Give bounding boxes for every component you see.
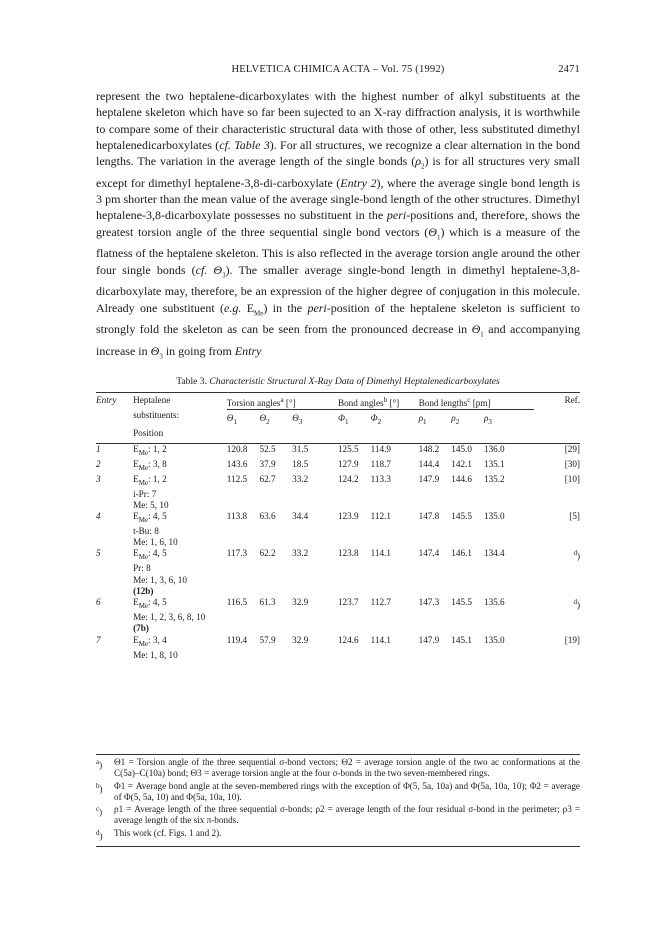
cell-t2: 61.3 bbox=[259, 597, 276, 608]
cell-r1: 147.9 bbox=[418, 634, 440, 645]
substituent-line: Pr: 8 bbox=[133, 563, 151, 574]
body-paragraph: represent the two heptalene-dicarboxylates with the highest number of alkyl substituents at the heptalene skeleton which have so far been sujected to an X-ray diffraction analysis, it is worthwhile to compare some of their characteristic structural data with those of other, less substituted dimethyl heptalenedicarboxylates (cf. Table 3). For all structures, we recognize a clear alternation in the bond lengths. The variation in the average length of the single bonds $(\rho_2)$ is for all structures very small except for dimethyl heptalene-3,8-di-carboxylate (Entry 2), where the average single bond length is 3 pm shorter than the mean value of the average single-bond length of the other structures. Dimethyl heptalene-3,8-dicarboxylate possesses no substituent in the peri-positions and, therefore, shows the greatest torsion angle of the three sequential single bond vectors $(\Theta_1)$ which is a measure of the flatness of the heptalene skeleton. This is also reflected in the average torsion angle around the other four single bonds (cf. $\Theta_3$). The smaller average single-bond length in dimethyl heptalene-3,8-dicarboxylate may, therefore, be an expression of the higher degree of conjugation in this molecule. Already one substituent (e.g. $E_{Me}$) in the peri-position of the heptalene skeleton is sufficient to strongly fold the skeleton as can be seen from the pronounced decrease in $\Theta_1$ and accompanying increase in $\Theta_3$ in going from Entry bbox=[96, 89, 581, 361]
cell-substituents: $E_{Me}$: 4, 5 Me: 1, 2, 3, 6, 8, 10 (7b) bbox=[133, 597, 227, 634]
cell-ref: $^d$) bbox=[573, 549, 580, 562]
footnote-a: $^a$) Θ1 = Torsion angle of the three sequential σ-bond vectors; Θ2 = average torsion angle of the two ac conformations at the C(5a)–C(10a) bond; Θ3 = average torsion angle at the four σ-bonds in the two seven-membered rings. bbox=[96, 757, 580, 779]
col-ref: Ref. bbox=[534, 393, 580, 410]
cell-t1: 116.5 bbox=[226, 597, 248, 608]
footnote-d: $^d$) This work (cf. Figs. 1 and 2). bbox=[96, 827, 222, 841]
cell-r3: 136.0 bbox=[483, 443, 505, 454]
cell-r3: 135.0 bbox=[483, 511, 505, 521]
cell-t3: 32.9 bbox=[292, 634, 309, 645]
footnote-b: $^b$) Φ1 = Average bond angle at the seven-membered rings with the exception of Φ(5, 5a, 10a) and Φ(5a, 10a, 10); Φ2 = average of Φ(5, 5a, 10) and Φ(5a, 10a, 10). bbox=[96, 780, 580, 802]
table-caption-title: Characteristic Structural X-Ray Data of Dimethyl Heptalenedicarboxylates bbox=[209, 376, 500, 387]
col-torsion: Torsion angles$^a$ [°] bbox=[227, 393, 338, 410]
table-row bbox=[96, 635, 580, 661]
cell-substituents: $E_{Me}$: 3, 4 Me: 1, 8, 10 bbox=[133, 635, 227, 661]
cell-r2: 145.0 bbox=[451, 443, 472, 454]
col-theta3: $\Theta_3$ bbox=[292, 413, 303, 427]
col-phi1: $\Phi_1$ bbox=[337, 413, 349, 427]
table-row bbox=[96, 548, 580, 597]
substituent-line: Me: 1, 8, 10 bbox=[133, 649, 178, 660]
table-row bbox=[96, 459, 580, 474]
cell-substituents: $E_{Me}$: 1, 2 bbox=[133, 443, 167, 457]
footnote-c: $^c$) ρ1 = Average length of the three sequential σ-bonds; ρ2 = average length of the four residual σ-bond in the perimeter; ρ3 = average length of the six π-bonds. bbox=[96, 804, 580, 826]
cell-entry: 4 bbox=[96, 511, 101, 521]
substituent-line: Me: 5, 10 bbox=[133, 499, 169, 510]
cell-t3: 33.2 bbox=[292, 548, 309, 559]
cell-p2: 112.1 bbox=[370, 511, 391, 521]
cell-t3: 34.4 bbox=[292, 511, 309, 521]
cell-t1: 119.4 bbox=[226, 634, 248, 645]
cell-t1: 120.8 bbox=[226, 443, 248, 454]
structural-data-table bbox=[96, 392, 580, 661]
col-rho3: $\rho_3$ bbox=[483, 413, 492, 427]
cell-ref: [5] bbox=[569, 511, 580, 521]
cell-t1: 143.6 bbox=[226, 458, 248, 469]
page-number: 2471 bbox=[558, 64, 580, 75]
col-entry: Entry bbox=[96, 393, 133, 410]
cell-p2: 114.1 bbox=[370, 548, 391, 559]
cell-r1: 148.2 bbox=[418, 443, 440, 454]
cell-entry: 5 bbox=[96, 548, 101, 559]
cell-t3: 31.5 bbox=[292, 443, 309, 454]
col-theta1: $\Theta_1$ bbox=[226, 413, 237, 427]
cell-t3: 18.5 bbox=[292, 458, 309, 469]
table-row bbox=[96, 511, 580, 548]
cell-p1: 125.5 bbox=[337, 443, 359, 454]
cell-r1: 147.3 bbox=[418, 597, 440, 608]
col-bond-lengths: Bond lengths$^c$ [pm] bbox=[419, 393, 535, 410]
cell-p1: 123.9 bbox=[337, 511, 359, 521]
cell-t1: 113.8 bbox=[226, 511, 248, 521]
cell-substituents: $E_{Me}$: 4, 5 t-Bu: 8 Me: 1, 6, 10 bbox=[133, 511, 227, 548]
cell-r2: 146.1 bbox=[451, 548, 472, 559]
cell-ref: [10] bbox=[564, 473, 580, 484]
substituent-line: (7b) bbox=[133, 623, 149, 634]
col-heptalene: Heptalene bbox=[133, 393, 227, 410]
col-rho1: $\rho_1$ bbox=[418, 413, 427, 427]
cell-entry: 2 bbox=[96, 458, 101, 469]
cell-r3: 135.0 bbox=[483, 634, 505, 645]
cell-r3: 135.6 bbox=[483, 597, 505, 608]
cell-p1: 127.9 bbox=[337, 458, 359, 469]
cell-entry: 6 bbox=[96, 597, 101, 608]
cell-substituents: $E_{Me}$: 3, 8 bbox=[133, 458, 167, 472]
table-row bbox=[96, 597, 580, 634]
cell-p2: 113.3 bbox=[370, 473, 391, 484]
running-head bbox=[96, 64, 580, 78]
substituent-line: Me: 1, 2, 3, 6, 8, 10 bbox=[133, 612, 206, 623]
col-substituents: substituents: bbox=[133, 409, 180, 420]
cell-p1: 124.2 bbox=[337, 473, 359, 484]
cell-t2: 37.9 bbox=[259, 458, 276, 469]
cell-substituents: $E_{Me}$: 1, 2 i-Pr: 7 Me: 5, 10 bbox=[133, 474, 227, 511]
col-rho2: $\rho_2$ bbox=[451, 413, 460, 427]
cell-r1: 147.8 bbox=[418, 511, 440, 521]
cell-entry: 7 bbox=[96, 634, 101, 645]
col-phi2: $\Phi_2$ bbox=[370, 413, 382, 427]
cell-entry: 1 bbox=[96, 443, 101, 454]
cell-p2: 114.1 bbox=[370, 634, 391, 645]
substituent-line: (12b) bbox=[133, 585, 154, 596]
cell-r3: 134.4 bbox=[483, 548, 505, 559]
table-caption-label: Table 3. bbox=[176, 376, 210, 387]
table-row bbox=[96, 474, 580, 511]
cell-t2: 52.5 bbox=[259, 443, 276, 454]
cell-r2: 145.1 bbox=[451, 634, 472, 645]
cell-t1: 112.5 bbox=[226, 473, 248, 484]
cell-p1: 124.6 bbox=[337, 634, 359, 645]
cell-t3: 32.9 bbox=[292, 597, 309, 608]
cell-t3: 33.2 bbox=[292, 473, 309, 484]
cell-t2: 63.6 bbox=[259, 511, 276, 521]
cell-ref: [29] bbox=[564, 443, 580, 454]
cell-r3: 135.2 bbox=[483, 473, 505, 484]
cell-p2: 118.7 bbox=[370, 458, 391, 469]
substituent-line: i-Pr: 7 bbox=[133, 488, 157, 499]
cell-t1: 117.3 bbox=[226, 548, 248, 559]
substituent-line: t-Bu: 8 bbox=[133, 526, 159, 537]
col-theta2: $\Theta_2$ bbox=[259, 413, 270, 427]
cell-r2: 144.6 bbox=[451, 473, 472, 484]
cell-substituents: $E_{Me}$: 4, 5 Pr: 8 Me: 1, 3, 6, 10 (12b) bbox=[133, 548, 227, 597]
substituent-line: Me: 1, 6, 10 bbox=[133, 537, 178, 548]
cell-p2: 112.7 bbox=[370, 597, 391, 608]
cell-p2: 114.9 bbox=[370, 443, 391, 454]
cell-t2: 62.2 bbox=[259, 548, 276, 559]
cell-p1: 123.7 bbox=[337, 597, 359, 608]
cell-t2: 62.7 bbox=[259, 473, 276, 484]
cell-entry: 3 bbox=[96, 473, 101, 484]
cell-p1: 123.8 bbox=[337, 548, 359, 559]
substituent-line: Me: 1, 3, 6, 10 bbox=[133, 574, 187, 585]
cell-r2: 145.5 bbox=[451, 597, 472, 608]
table-row bbox=[96, 443, 580, 459]
col-bond-angles: Bond angles$^b$ [°] bbox=[338, 393, 419, 410]
cell-r3: 135.1 bbox=[483, 458, 505, 469]
table-caption bbox=[96, 376, 580, 387]
cell-ref: [19] bbox=[564, 634, 580, 645]
journal-title: HELVETICA CHIMICA ACTA – Vol. 75 (1992) bbox=[231, 64, 445, 75]
col-position: Position bbox=[133, 428, 227, 443]
cell-r1: 144.4 bbox=[418, 458, 440, 469]
cell-ref: [30] bbox=[564, 458, 580, 469]
cell-ref: $^d$) bbox=[573, 598, 580, 611]
cell-r2: 145.5 bbox=[451, 511, 472, 521]
cell-r1: 147.9 bbox=[418, 473, 440, 484]
cell-r2: 142.1 bbox=[451, 458, 472, 469]
cell-r1: 147.4 bbox=[418, 548, 440, 559]
footnotes bbox=[96, 754, 580, 847]
cell-t2: 57.9 bbox=[259, 634, 276, 645]
